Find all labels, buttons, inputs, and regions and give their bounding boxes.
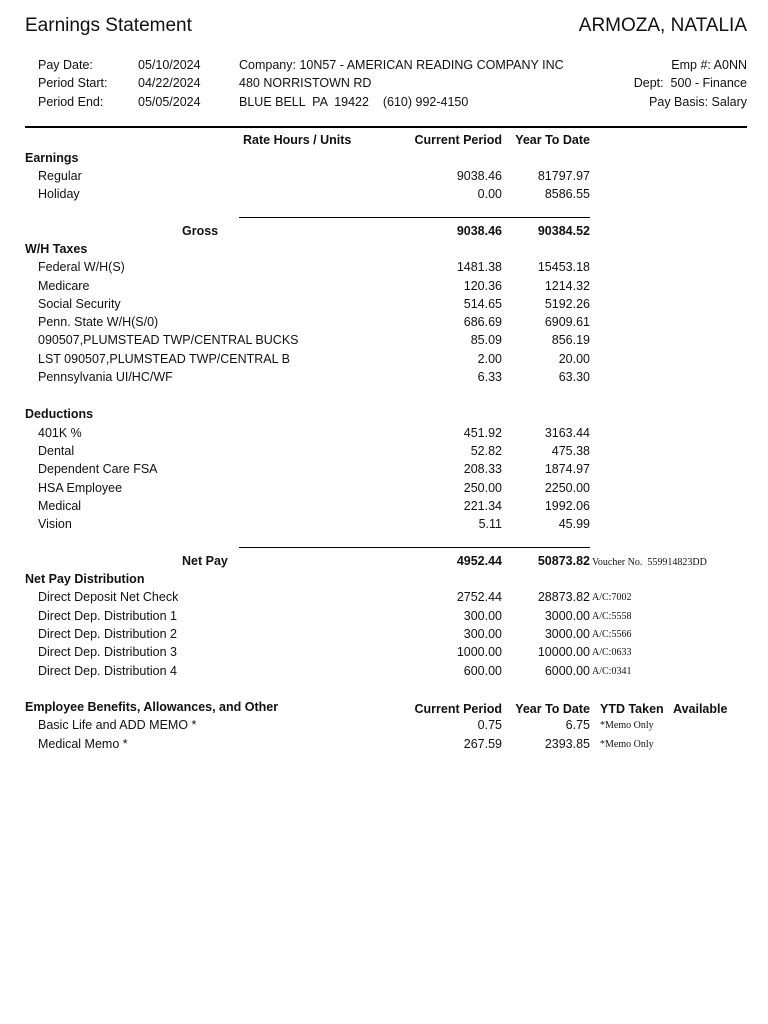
table-row [0, 735, 768, 753]
row-ytd: 3000.00 [544, 627, 590, 641]
table-row [0, 258, 768, 276]
row-ytd: 2393.85 [544, 737, 590, 751]
row-label: 090507,PLUMSTEAD TWP/CENTRAL BUCKS [38, 333, 299, 347]
row-ytd: 20.00 [558, 352, 590, 366]
row-ytd: 3000.00 [544, 609, 590, 623]
taxes-heading: W/H Taxes [25, 242, 88, 256]
row-label: Holiday [38, 187, 80, 201]
row-current: 514.65 [463, 297, 502, 311]
row-label: Pennsylvania UI/HC/WF [38, 370, 173, 384]
row-label: Direct Dep. Distribution 3 [38, 645, 177, 659]
memo-note: *Memo Only [600, 720, 654, 731]
company-address-line2: BLUE BELL PA 19422 (610) 992-4150 [239, 95, 469, 109]
account-number: A/C:5566 [592, 629, 632, 640]
row-label: Medical [38, 499, 82, 513]
gross-current: 9038.46 [456, 224, 502, 238]
row-ytd: 475.38 [551, 444, 590, 458]
table-row [0, 442, 768, 460]
account-number: A/C:7002 [592, 592, 632, 603]
row-ytd: 3163.44 [544, 426, 590, 440]
row-label: Social Security [38, 297, 121, 311]
memo-note: *Memo Only [600, 739, 654, 750]
benefits-heading: Employee Benefits, Allowances, and Other [25, 700, 279, 714]
account-number: A/C:0341 [592, 666, 632, 677]
gross-ytd: 90384.52 [537, 224, 590, 238]
account-number: A/C:0633 [592, 647, 632, 658]
distribution-heading: Net Pay Distribution [25, 572, 145, 586]
table-row [0, 368, 768, 386]
row-ytd: 10000.00 [537, 645, 590, 659]
row-ytd: 1992.06 [544, 499, 590, 513]
table-row [0, 479, 768, 497]
table-row [0, 607, 768, 625]
earnings-heading: Earnings [25, 151, 79, 165]
table-row [0, 350, 768, 368]
table-row [0, 662, 768, 680]
row-ytd: 28873.82 [537, 590, 590, 604]
row-label: Regular [38, 169, 82, 183]
row-current: 52.82 [470, 444, 502, 458]
row-ytd: 856.19 [551, 333, 590, 347]
row-current: 686.69 [463, 315, 502, 329]
period-end-label: Period End: [38, 95, 104, 109]
row-label: Direct Dep. Distribution 2 [38, 627, 177, 641]
row-ytd: 5192.26 [544, 297, 590, 311]
row-label: HSA Employee [38, 481, 123, 495]
net-pay-current: 4952.44 [456, 554, 502, 568]
employee-name: ARMOZA, NATALIA [578, 15, 747, 36]
row-current: 250.00 [463, 481, 502, 495]
department: Dept: 500 - Finance [633, 76, 747, 90]
row-current: 2752.44 [456, 590, 502, 604]
row-current: 6.33 [477, 370, 502, 384]
row-label: Federal W/H(S) [38, 260, 125, 274]
row-ytd: 6909.61 [544, 315, 590, 329]
gross-divider [239, 217, 590, 218]
table-row [0, 497, 768, 515]
pay-date-label: Pay Date: [38, 58, 93, 72]
table-row [0, 331, 768, 349]
voucher-number: Voucher No. 559914823DD [592, 557, 707, 568]
row-ytd: 15453.18 [537, 260, 590, 274]
row-ytd: 1874.97 [544, 462, 590, 476]
row-current: 5.11 [478, 517, 502, 531]
period-end: 05/05/2024 [138, 95, 201, 109]
col-year-to-date: Year To Date [515, 133, 590, 147]
period-start-label: Period Start: [38, 76, 108, 90]
employee-number: Emp #: A0NN [671, 58, 747, 72]
row-label: Basic Life and ADD MEMO * [38, 718, 197, 732]
table-row [0, 295, 768, 313]
row-current: 600.00 [463, 664, 502, 678]
period-start: 04/22/2024 [138, 76, 201, 90]
benefits-col-ytd: Year To Date [515, 702, 590, 716]
table-row [0, 460, 768, 478]
row-current: 221.34 [463, 499, 502, 513]
gross-row [0, 222, 768, 240]
row-ytd: 63.30 [558, 370, 590, 384]
row-label: 401K % [38, 426, 82, 440]
table-row [0, 277, 768, 295]
table-row [0, 424, 768, 442]
pay-basis: Pay Basis: Salary [649, 95, 747, 109]
table-row [0, 185, 768, 203]
row-current: 267.59 [463, 737, 502, 751]
row-label: Vision [38, 517, 72, 531]
row-ytd: 81797.97 [537, 169, 590, 183]
row-current: 208.33 [463, 462, 502, 476]
row-label: LST 090507,PLUMSTEAD TWP/CENTRAL B [38, 352, 290, 366]
deductions-heading: Deductions [25, 407, 94, 421]
pay-date: 05/10/2024 [138, 58, 201, 72]
row-current: 2.00 [477, 352, 502, 366]
row-current: 0.00 [477, 187, 502, 201]
col-current-period: Current Period [414, 133, 502, 147]
row-ytd: 6.75 [565, 718, 590, 732]
account-number: A/C:5558 [592, 611, 632, 622]
row-label: Medical Memo * [38, 737, 128, 751]
row-ytd: 45.99 [558, 517, 590, 531]
row-label: Medicare [38, 279, 90, 293]
row-label: Direct Dep. Distribution 4 [38, 664, 177, 678]
table-row [0, 588, 768, 606]
page-title: Earnings Statement [25, 15, 192, 36]
company-name: Company: 10N57 - AMERICAN READING COMPANY INC [239, 58, 564, 72]
row-current: 0.75 [477, 718, 502, 732]
row-current: 85.09 [470, 333, 502, 347]
table-row [0, 515, 768, 533]
row-ytd: 6000.00 [544, 664, 590, 678]
row-label: Penn. State W/H(S/0) [38, 315, 159, 329]
col-rate-hours: Rate Hours / Units [243, 133, 352, 147]
net-pay-label: Net Pay [182, 554, 228, 568]
row-ytd: 1214.32 [544, 279, 590, 293]
table-row [0, 167, 768, 185]
row-current: 300.00 [463, 627, 502, 641]
row-current: 451.92 [463, 426, 502, 440]
row-ytd: 2250.00 [544, 481, 590, 495]
header-divider [25, 126, 747, 128]
row-label: Direct Deposit Net Check [38, 590, 179, 604]
benefits-col-ytd-taken: YTD Taken [600, 702, 664, 716]
table-row [0, 625, 768, 643]
company-address-line1: 480 NORRISTOWN RD [239, 76, 372, 90]
row-current: 300.00 [463, 609, 502, 623]
row-ytd: 8586.55 [544, 187, 590, 201]
row-label: Dependent Care FSA [38, 462, 158, 476]
net-pay-divider [239, 547, 590, 548]
row-current: 1481.38 [456, 260, 502, 274]
row-current: 1000.00 [456, 645, 502, 659]
benefits-col-available: Available [673, 702, 728, 716]
gross-label: Gross [182, 224, 219, 238]
table-row [0, 643, 768, 661]
table-row [0, 313, 768, 331]
row-label: Direct Dep. Distribution 1 [38, 609, 177, 623]
row-current: 120.36 [463, 279, 502, 293]
net-pay-ytd: 50873.82 [537, 554, 590, 568]
table-row [0, 716, 768, 734]
benefits-col-current: Current Period [414, 702, 502, 716]
row-label: Dental [38, 444, 75, 458]
row-current: 9038.46 [456, 169, 502, 183]
